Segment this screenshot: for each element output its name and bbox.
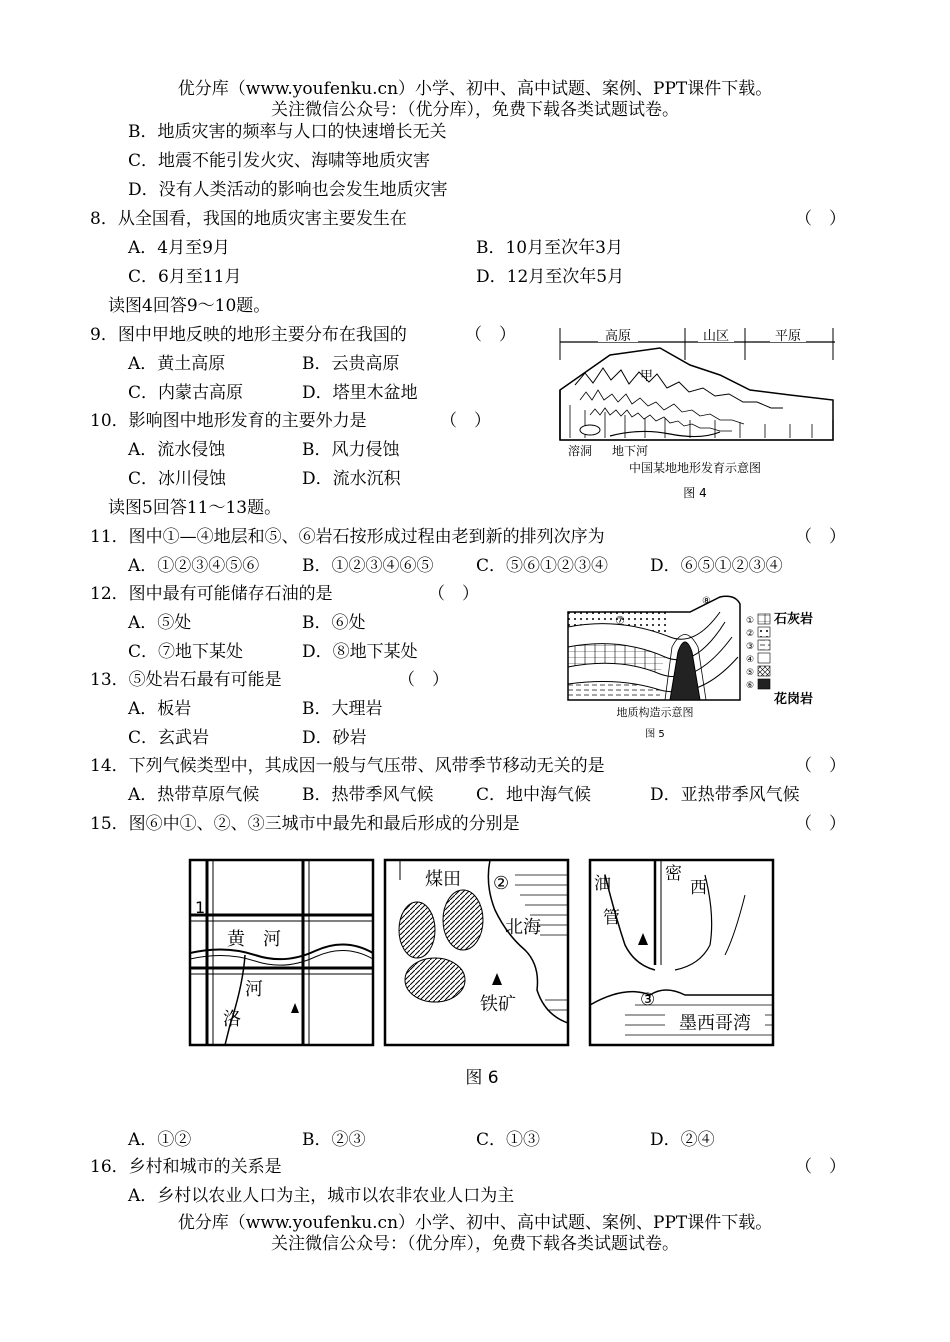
footer-line-2: 关注微信公众号：（优分库），免费下载各类试题试卷。: [271, 1234, 679, 1254]
figure-5-geologic-structure: [560, 592, 850, 742]
footer-line-1: 优分库（www.youfenku.cn）小学、初中、高中试题、案例、PPT课件下载。: [177, 1213, 773, 1233]
q13-option-c: C．玄武岩: [128, 728, 210, 748]
fig6-map3-gulf: 墨西哥湾: [679, 1013, 751, 1034]
fig6-map-2: [385, 860, 568, 1045]
fig4-label-underground-river: 地下河: [612, 444, 649, 458]
fig4-label-plateau: 高原: [604, 329, 632, 344]
q14-stem: 14．下列气候类型中，其成因一般与气压带、风带季节移动无关的是: [90, 756, 605, 776]
fig6-map3-oil: 油: [594, 874, 611, 894]
fig4-label-cave: 溶洞: [568, 444, 593, 458]
q12-answer-blank: （ ）: [428, 584, 479, 604]
fig6-map1-he: 河: [245, 979, 263, 1000]
q14-option-a: A．热带草原气候: [128, 785, 260, 805]
q8-option-a: A．4月至9月: [128, 238, 230, 258]
q11-option-a: A．①②③④⑤⑥: [128, 556, 260, 576]
q12-stem: 12．图中最有可能储存石油的是: [90, 584, 333, 604]
q13-answer-blank: （ ）: [398, 670, 449, 690]
q14-option-d: D．亚热带季风气候: [650, 785, 800, 805]
q14-answer-blank: （ ）: [795, 756, 846, 776]
q8-option-b: B．10月至次年3月: [476, 238, 623, 258]
q11-option-c: C．⑤⑥①②③④: [476, 556, 609, 576]
q12-option-c: C．⑦地下某处: [128, 642, 244, 662]
q9-option-c: C．内蒙古高原: [128, 383, 244, 403]
fig5-legend-2: ②: [746, 629, 755, 639]
read-figure-4-instruction: 读图4回答9～10题。: [108, 296, 271, 316]
q15-stem: 15．图⑥中①、②、③三城市中最先和最后形成的分别是: [90, 814, 520, 834]
fig6-map1-number: 1: [195, 898, 206, 917]
header-line-2: 关注微信公众号：（优分库），免费下载各类试题试卷。: [271, 100, 679, 120]
q15-answer-blank: （ ）: [795, 814, 846, 834]
q11-option-b: B．①②③④⑥⑤: [302, 556, 434, 576]
fig5-label-8: ⑧: [702, 596, 711, 607]
fig6-map2-coal: 煤田: [425, 869, 461, 890]
fig5-legend-6: ⑥: [746, 681, 755, 691]
q14-option-c: C．地中海气候: [476, 785, 592, 805]
fig6-caption: 图 6: [465, 1068, 499, 1088]
q9-option-b: B．云贵高原: [302, 354, 400, 374]
q11-option-d: D．⑥⑤①②③④: [650, 556, 783, 576]
fig5-legend-5: ⑤: [746, 668, 755, 678]
figure-6-city-maps: [185, 855, 780, 1090]
q7-option-c: C．地震不能引发火灾、海啸等地质灾害: [128, 151, 431, 171]
fig6-map3-number: ③: [640, 990, 656, 1010]
figure-4-landform-diagram: [550, 320, 840, 505]
q9-option-d: D．塔里木盆地: [302, 383, 418, 403]
q10-option-d: D．流水沉积: [302, 469, 401, 489]
q8-stem: 8．从全国看，我国的地质灾害主要发生在: [90, 209, 407, 229]
q10-option-b: B．风力侵蚀: [302, 440, 400, 460]
q16-answer-blank: （ ）: [795, 1157, 846, 1177]
q7-option-d: D．没有人类活动的影响也会发生地质灾害: [128, 180, 448, 200]
fig6-map1-river: 黄 河: [227, 929, 281, 950]
q9-answer-blank: （ ）: [465, 325, 516, 345]
q10-option-a: A．流水侵蚀: [128, 440, 226, 460]
q15-option-a: A．①②: [128, 1130, 192, 1150]
fig4-title: 中国某地地形发育示意图: [628, 461, 762, 475]
fig4-label-mountain: 山区: [702, 329, 730, 344]
q12-option-b: B．⑥处: [302, 613, 366, 633]
q10-answer-blank: （ ）: [440, 411, 491, 431]
fig5-legend-limestone: 石灰岩: [774, 612, 814, 627]
q13-option-d: D．砂岩: [302, 728, 367, 748]
read-figure-5-instruction: 读图5回答11～13题。: [108, 498, 282, 518]
fig5-legend-3: ③: [746, 642, 755, 652]
q15-option-b: B．②③: [302, 1130, 366, 1150]
q8-answer-blank: （ ）: [795, 209, 846, 229]
q13-option-b: B．大理岩: [302, 699, 383, 719]
q10-stem: 10．影响图中地形发育的主要外力是: [90, 411, 367, 431]
q13-option-a: A．板岩: [128, 699, 192, 719]
fig6-map-1: [190, 860, 373, 1045]
fig5-legend-4: ④: [746, 655, 755, 665]
q11-stem: 11．图中①—④地层和⑤、⑥岩石按形成过程由老到新的排列次序为: [90, 527, 605, 547]
q15-option-d: D．②④: [650, 1130, 715, 1150]
q9-stem: 9．图中甲地反映的地形主要分布在我国的: [90, 325, 407, 345]
fig5-title: 地质构造示意图: [616, 706, 694, 719]
fig6-map-3: [590, 860, 773, 1045]
fig5-legend-1: ①: [746, 616, 755, 626]
fig5-legend-granite: 花岗岩: [774, 692, 814, 707]
fig6-map2-sea: 北海: [505, 917, 541, 938]
q12-option-a: A．⑤处: [128, 613, 192, 633]
q13-stem: 13．⑤处岩石最有可能是: [90, 670, 282, 690]
header-line-1: 优分库（www.youfenku.cn）小学、初中、高中试题、案例、PPT课件下载。: [177, 79, 773, 99]
fig6-map2-number: ②: [493, 873, 510, 894]
q12-option-d: D．⑧地下某处: [302, 642, 418, 662]
fig5-caption: 图 5: [645, 729, 665, 740]
q9-option-a: A．黄土高原: [128, 354, 226, 374]
q8-option-d: D．12月至次年5月: [476, 267, 625, 287]
fig4-caption: 图 4: [683, 486, 707, 500]
fig4-label-plain: 平原: [774, 329, 802, 344]
fig6-map3-char-1: 密: [665, 864, 682, 884]
q15-option-c: C．①③: [476, 1130, 541, 1150]
q8-option-c: C．6月至11月: [128, 267, 242, 287]
q16-stem: 16．乡村和城市的关系是: [90, 1157, 282, 1177]
fig6-map3-pipe: 管: [603, 908, 620, 928]
q16-option-a: A．乡村以农业人口为主，城市以农非农业人口为主: [128, 1186, 515, 1206]
fig6-map2-iron: 铁矿: [480, 994, 516, 1015]
fig4-label-jia: 甲: [640, 369, 654, 384]
fig6-map3-char-2: 西: [690, 878, 707, 898]
q10-option-c: C．冰川侵蚀: [128, 469, 227, 489]
fig6-map1-luo: 洛: [223, 1009, 241, 1030]
q11-answer-blank: （ ）: [795, 527, 846, 547]
fig5-label-7: ⑦: [615, 614, 625, 627]
q7-option-b: B．地质灾害的频率与人口的快速增长无关: [128, 122, 447, 142]
q14-option-b: B．热带季风气候: [302, 785, 434, 805]
